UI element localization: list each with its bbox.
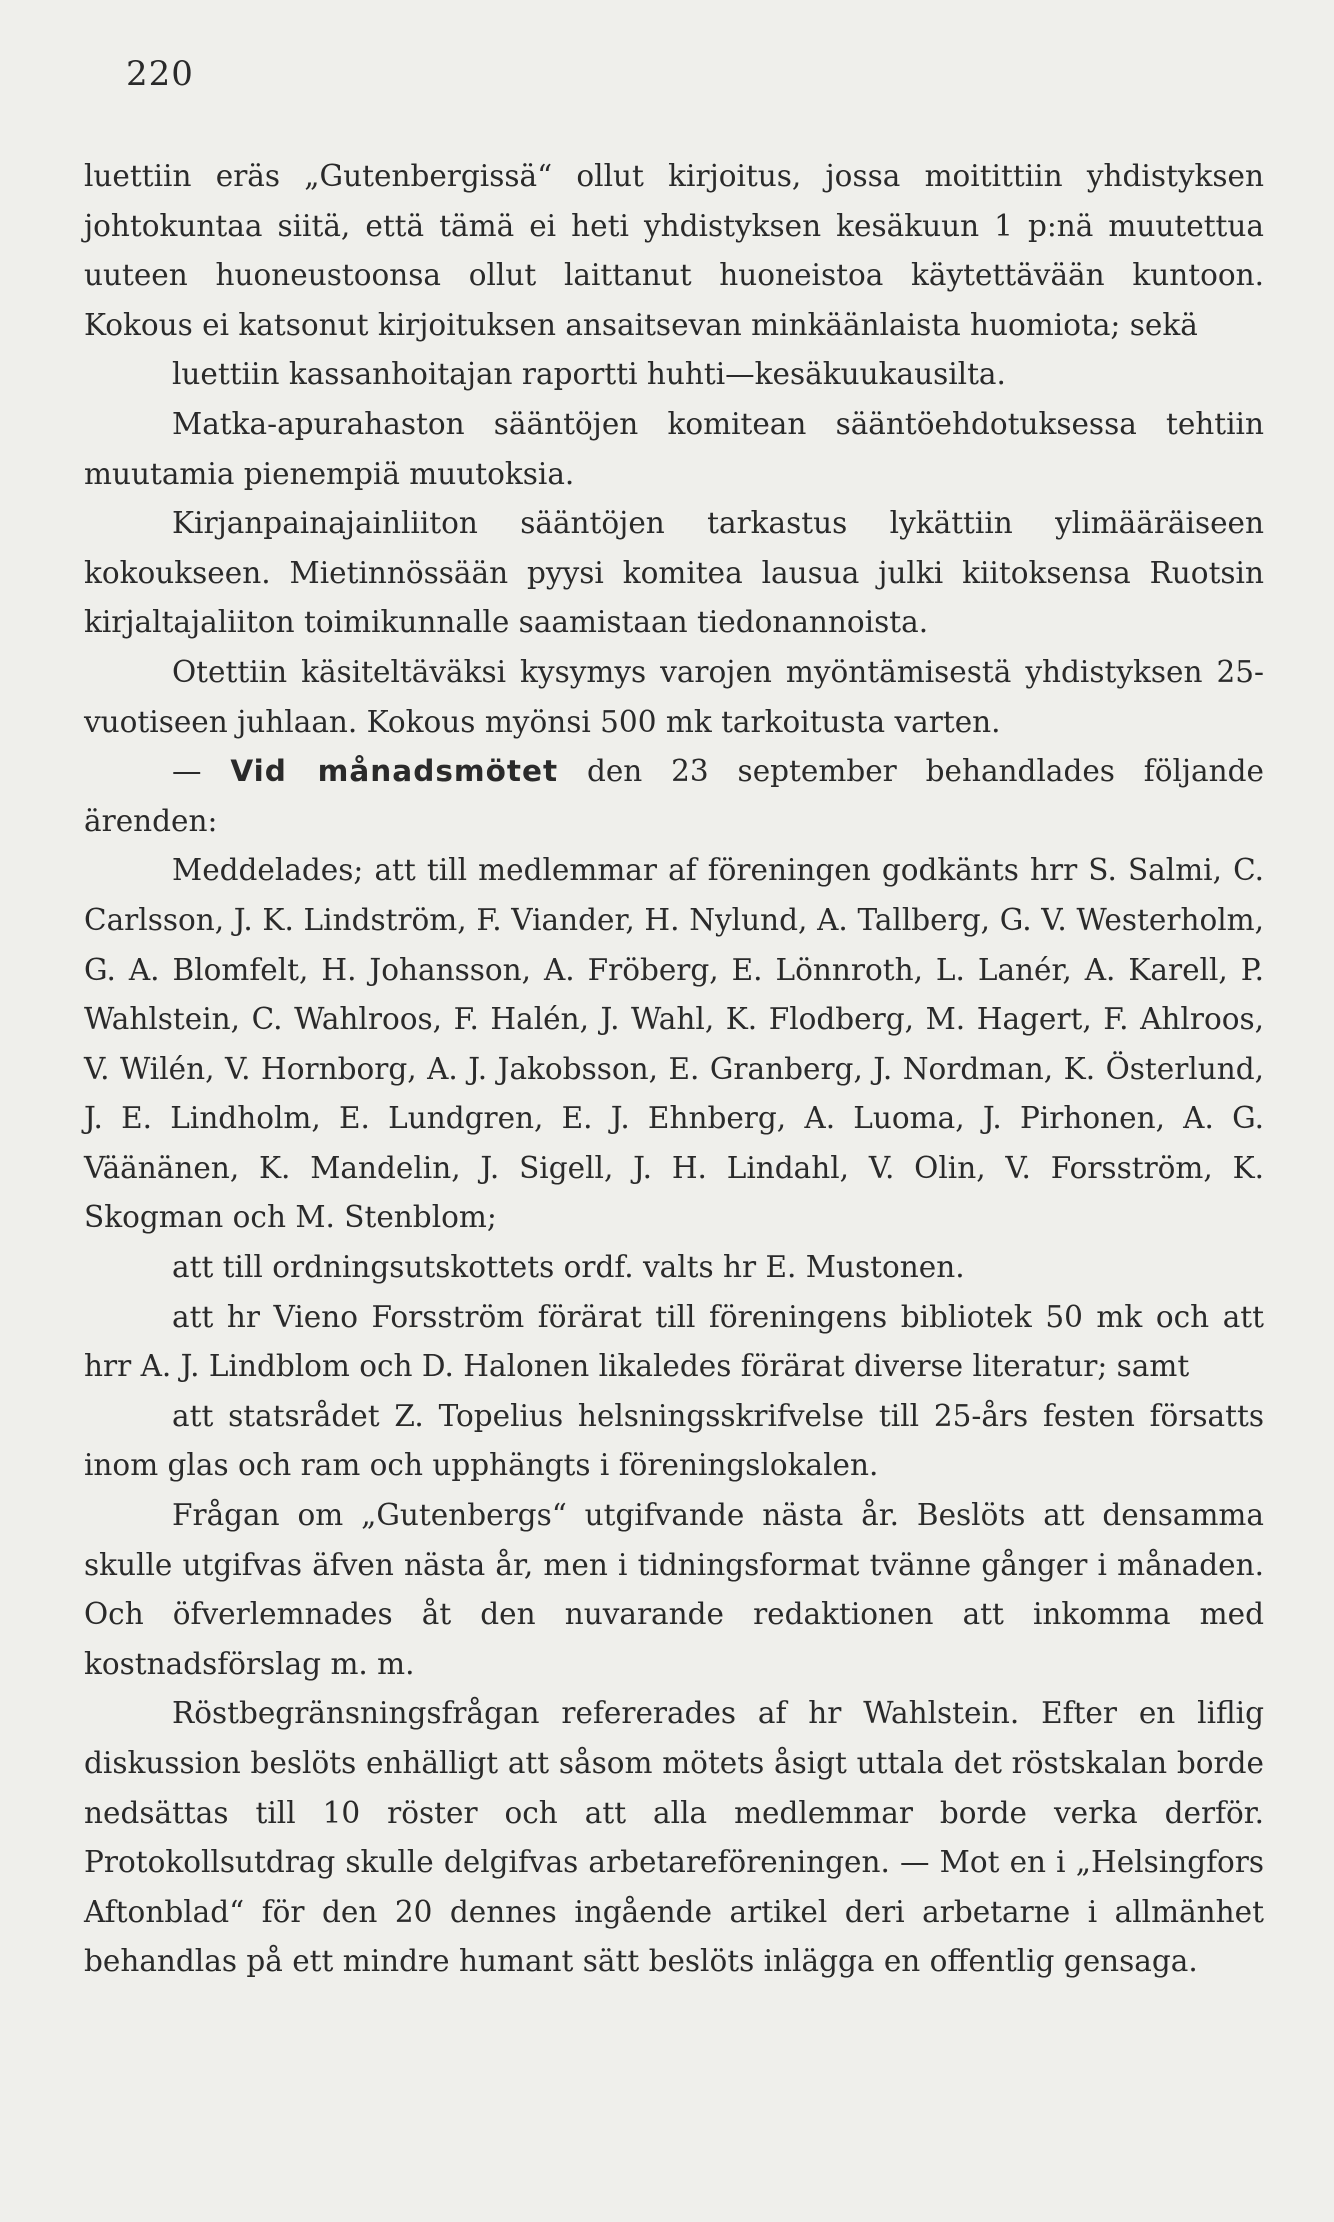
- body-text: [84, 152, 1264, 1987]
- paragraph: att statsrådet Z. Topelius helsningsskrifvelse till 25-års festen försatts inom glas och ram och upphängts i föreningslokalen.: [84, 1398, 1264, 1483]
- section-text: den 23 september behandlades följande ärenden:: [84, 754, 1264, 838]
- paragraph: Frågan om „Gutenbergs“ utgifvande nästa år. Beslöts att densamma skulle utgifvas äfven nästa år, men i tidningsformat tvänne gånger i månaden. Och öfverlemnades åt den nuvarande redaktionen att inkomma med kostnadsförslag m. m.: [84, 1498, 1264, 1681]
- section-dash: —: [172, 754, 231, 789]
- paragraph: Kirjanpainajainliiton sääntöjen tarkastus lykättiin ylimääräiseen kokoukseen. Mietinnössään pyysi komitea lausua julki kiitoksensa Ruotsin kirjaltajaliiton toimikunnalle saamistaan tiedonannoista.: [84, 506, 1264, 640]
- paragraph: luettiin kassanhoitajan raportti huhti—kesäkuukausilta.: [172, 357, 1006, 392]
- page-number: 220: [126, 54, 194, 94]
- paragraph: Matka-apurahaston sääntöjen komitean sääntöehdotuksessa tehtiin muutamia pienempiä muutoksia.: [84, 406, 1264, 491]
- paragraph: Otettiin käsiteltäväksi kysymys varojen myöntämisestä yhdistyksen 25-vuotiseen juhlaan. Kokous myönsi 500 mk tarkoitusta varten.: [84, 654, 1264, 739]
- paragraph: att hr Vieno Forsström förärat till föreningens bibliotek 50 mk och att hrr A. J. Lindblom och D. Halonen likaledes förärat diverse literatur; samt: [84, 1299, 1264, 1384]
- section-heading: Vid månadsmötet: [230, 754, 559, 789]
- paragraph: att till ordningsutskottets ordf. valts hr E. Mustonen.: [172, 1250, 965, 1285]
- section-paragraph: [84, 747, 1264, 846]
- paragraph: Meddelades; att till medlemmar af föreningen godkänts hrr S. Salmi, C. Carlsson, J. K. Lindström, F. Viander, H. Nylund, A. Tallberg, G. V. Westerholm, G. A. Blomfelt, H. Johansson, A. Fröberg, E. Lönnroth, L. Lanér, A. Karell, P. Wahlstein, C. Wahlroos, F. Halén, J. Wahl, K. Flodberg, M. Hagert, F. Ahlroos, V. Wilén, V. Hornborg, A. J. Jakobsson, E. Granberg, J. Nordman, K. Österlund, J. E. Lindholm, E. Lundgren, E. J. Ehnberg, A. Luoma, J. Pirhonen, A. G. Väänänen, K. Mandelin, J. Sigell, J. H. Lindahl, V. Olin, V. Forsström, K. Skogman och M. Stenblom;: [84, 853, 1264, 1235]
- paragraph: luettiin eräs „Gutenbergissä“ ollut kirjoitus, jossa moitittiin yhdistyksen johtokuntaa siitä, että tämä ei heti yhdistyksen kesäkuun 1 p:nä muutettua uuteen huoneustoonsa ollut laittanut huoneistoa käytettävään kuntoon. Kokous ei katsonut kirjoituksen ansaitsevan minkäänlaista huomiota; sekä: [84, 159, 1264, 342]
- paragraph: Röstbegränsningsfrågan refererades af hr Wahlstein. Efter en liflig diskussion beslöts enhälligt att såsom mötets åsigt uttala det röstskalan borde nedsättas till 10 röster och att alla medlemmar borde verka derför. Protokollsutdrag skulle delgifvas arbetareföreningen. — Mot en i „Helsingfors Aftonblad“ för den 20 dennes ingående artikel deri arbetarne i allmänhet behandlas på ett mindre humant sätt beslöts inlägga en offentlig gensaga.: [84, 1696, 1264, 1979]
